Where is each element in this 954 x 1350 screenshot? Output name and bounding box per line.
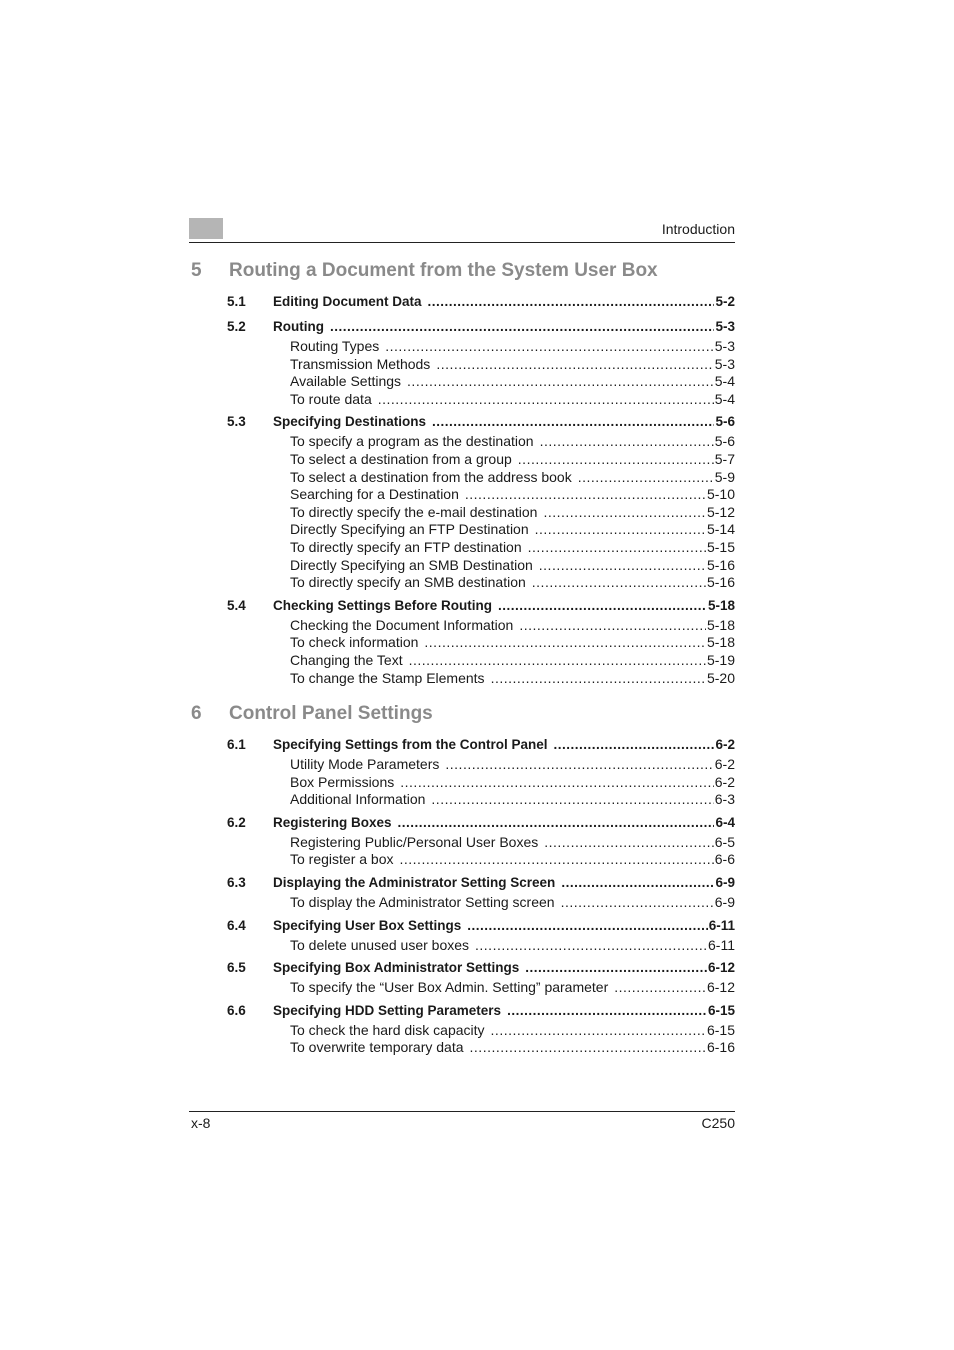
section-number: 5.2 — [227, 319, 246, 334]
section-title: Specifying Destinations — [273, 414, 427, 430]
dot-leader — [378, 391, 714, 407]
section-page: 6-2 — [715, 737, 735, 753]
dot-leader — [543, 504, 706, 520]
dot-leader — [535, 521, 706, 537]
dot-leader — [385, 338, 714, 354]
subentry-page: 6-15 — [706, 1021, 735, 1038]
toc-subentry[interactable] — [189, 979, 735, 997]
section-title: Displaying the Administrator Setting Screen — [273, 875, 556, 891]
subentry-title: To directly specify an SMB destination — [290, 574, 526, 591]
dot-leader — [554, 737, 715, 752]
subentry-title: To check the hard disk capacity — [290, 1021, 485, 1038]
section-page: 6-15 — [707, 1002, 735, 1018]
subentry-title: Directly Specifying an SMB Destination — [290, 556, 533, 573]
section-number: 5.1 — [227, 294, 246, 309]
subentry-page: 6-5 — [714, 833, 735, 850]
section-number: 6.1 — [227, 737, 246, 753]
toc-subentry[interactable] — [189, 774, 735, 792]
section-title: Checking Settings Before Routing — [273, 597, 493, 613]
toc-subentry[interactable] — [189, 894, 735, 912]
page-number: x-8 — [191, 1115, 211, 1131]
dot-leader — [445, 756, 713, 772]
dot-leader — [400, 774, 714, 790]
subentry-title: To select a destination from the address book — [290, 468, 572, 485]
dot-leader — [470, 1039, 706, 1055]
chapter-sections — [189, 294, 735, 687]
subentry-page: 6-11 — [708, 936, 735, 953]
toc-section — [189, 598, 735, 687]
toc-subentry[interactable] — [189, 937, 735, 955]
section-title: Specifying User Box Settings — [273, 917, 462, 933]
toc-subentry[interactable] — [189, 1022, 735, 1040]
dot-leader — [465, 486, 706, 502]
dot-leader — [532, 574, 706, 590]
toc-subentry[interactable] — [189, 539, 735, 557]
dot-leader — [467, 918, 707, 933]
subentry-title: Available Settings — [290, 373, 402, 390]
subentry-title: To change the Stamp Elements — [290, 669, 485, 686]
section-page: 6-12 — [707, 960, 735, 976]
subentry-page: 5-18 — [706, 634, 735, 651]
dot-leader — [491, 1022, 706, 1038]
section-title: Specifying HDD Setting Parameters — [273, 1002, 502, 1018]
subentry-title: To route data — [290, 390, 372, 407]
chapter-number: 6 — [191, 703, 202, 725]
toc-subentry[interactable] — [189, 486, 735, 504]
toc-section — [189, 737, 735, 809]
footer-divider — [189, 1111, 735, 1112]
dot-leader — [436, 356, 713, 372]
dot-leader — [498, 598, 707, 613]
subentry-page: 5-9 — [714, 468, 735, 485]
toc-section-entry[interactable] — [189, 875, 735, 894]
toc-subentry[interactable] — [189, 834, 735, 852]
subentry-title: To check information — [290, 634, 419, 651]
dot-leader — [400, 851, 714, 867]
toc-section-entry[interactable] — [189, 1003, 735, 1022]
toc-section — [189, 294, 735, 313]
toc-section — [189, 319, 735, 408]
dot-leader — [540, 433, 714, 449]
toc-section — [189, 1003, 735, 1057]
section-number: 6.6 — [227, 1002, 246, 1018]
subentry-title: Searching for a Destination — [290, 486, 459, 503]
toc-subentry[interactable] — [189, 373, 735, 391]
toc-section — [189, 960, 735, 997]
subentry-title: Changing the Text — [290, 651, 403, 668]
toc-section-entry[interactable] — [189, 737, 735, 756]
dot-leader — [428, 294, 715, 309]
subentry-page: 5-4 — [714, 373, 735, 390]
toc-subentry[interactable] — [189, 557, 735, 575]
chapter-number: 5 — [191, 260, 202, 281]
subentry-page: 6-2 — [714, 756, 735, 773]
dot-leader — [491, 670, 706, 686]
subentry-title: To overwrite temporary data — [290, 1039, 464, 1056]
subentry-page: 5-16 — [706, 556, 735, 573]
dot-leader — [330, 319, 715, 334]
dot-leader — [528, 539, 706, 555]
subentry-page: 6-3 — [714, 791, 735, 808]
subentry-title: Transmission Methods — [290, 355, 431, 372]
toc-subentry[interactable] — [189, 469, 735, 487]
dot-leader — [507, 1003, 707, 1018]
subentry-title: To register a box — [290, 851, 394, 868]
section-title: Registering Boxes — [273, 814, 392, 830]
subentry-page: 5-3 — [714, 338, 735, 354]
dot-leader — [398, 815, 715, 830]
toc-subentry[interactable] — [189, 451, 735, 469]
toc-subentry[interactable] — [189, 356, 735, 374]
subentry-title: To specify a program as the destination — [290, 433, 534, 450]
subentry-page: 5-18 — [706, 616, 735, 633]
toc-section-entry[interactable] — [189, 598, 735, 617]
section-page: 6-4 — [715, 814, 735, 830]
table-of-contents — [189, 260, 735, 1057]
chapter-title: Control Panel Settings — [229, 703, 433, 725]
dot-leader — [544, 834, 714, 850]
section-number: 5.3 — [227, 414, 246, 430]
subentry-page: 5-4 — [714, 390, 735, 407]
dot-leader — [525, 960, 707, 975]
toc-subentry[interactable] — [189, 433, 735, 451]
dot-leader — [424, 634, 706, 650]
toc-section — [189, 875, 735, 912]
subentry-page: 5-20 — [706, 669, 735, 686]
section-number: 6.2 — [227, 814, 246, 830]
subentry-page: 5-16 — [706, 574, 735, 591]
toc-subentry[interactable] — [189, 851, 735, 869]
section-page: 6-9 — [715, 875, 735, 891]
chapter-spacer — [189, 687, 735, 703]
dot-leader — [539, 557, 706, 573]
header-divider — [189, 242, 735, 243]
section-title: Editing Document Data — [273, 294, 422, 309]
toc-section-entry[interactable] — [189, 294, 735, 313]
chapter-heading[interactable] — [189, 260, 735, 290]
section-title: Specifying Box Administrator Settings — [273, 960, 520, 976]
toc-subentry[interactable] — [189, 617, 735, 635]
subentry-page: 5-3 — [714, 355, 735, 372]
toc-subentry[interactable] — [189, 504, 735, 522]
dot-leader — [561, 894, 714, 910]
toc-section-entry[interactable] — [189, 960, 735, 979]
dot-leader — [409, 652, 706, 668]
subentry-page: 5-7 — [714, 450, 735, 467]
dot-leader — [561, 875, 714, 890]
toc-subentry[interactable] — [189, 338, 735, 356]
toc-subentry[interactable] — [189, 574, 735, 592]
subentry-page: 5-10 — [706, 486, 735, 503]
header-tab-marker — [189, 218, 223, 239]
section-number: 6.3 — [227, 875, 246, 891]
toc-subentry[interactable] — [189, 791, 735, 809]
section-number: 6.4 — [227, 917, 246, 933]
subentry-title: Additional Information — [290, 791, 426, 808]
section-page: 5-18 — [707, 597, 735, 613]
toc-section-entry[interactable] — [189, 815, 735, 834]
toc-section — [189, 815, 735, 869]
toc-subentry[interactable] — [189, 1039, 735, 1057]
subentry-page: 5-6 — [714, 433, 735, 450]
section-page: 5-6 — [715, 414, 735, 430]
toc-section — [189, 918, 735, 955]
dot-leader — [518, 451, 714, 467]
subentry-title: To display the Administrator Setting screen — [290, 894, 555, 911]
dot-leader — [431, 791, 713, 807]
subentry-page: 5-15 — [706, 538, 735, 555]
section-number: 5.4 — [227, 597, 246, 613]
subentry-title: Routing Types — [290, 338, 380, 354]
section-title: Routing — [273, 319, 324, 334]
section-page: 6-11 — [708, 917, 735, 933]
dot-leader — [407, 373, 714, 389]
chapter-heading[interactable] — [189, 703, 735, 733]
chapter-sections — [189, 737, 735, 1057]
subentry-page: 6-6 — [714, 851, 735, 868]
subentry-title: To directly specify the e-mail destination — [290, 503, 538, 520]
toc-subentry[interactable] — [189, 670, 735, 688]
toc-subentry[interactable] — [189, 756, 735, 774]
subentry-page: 6-16 — [706, 1039, 735, 1056]
running-header-title: Introduction — [661, 221, 735, 237]
subentry-title: Box Permissions — [290, 773, 395, 790]
toc-subentry[interactable] — [189, 634, 735, 652]
toc-subentry[interactable] — [189, 652, 735, 670]
subentry-title: Checking the Document Information — [290, 616, 514, 633]
subentry-page: 5-12 — [706, 503, 735, 520]
model-name: C250 — [701, 1115, 735, 1131]
section-number: 6.5 — [227, 960, 246, 976]
toc-section — [189, 414, 735, 591]
toc-subentry[interactable] — [189, 521, 735, 539]
subentry-title: To delete unused user boxes — [290, 936, 470, 953]
chapter-title: Routing a Document from the System User Box — [229, 260, 658, 281]
subentry-page: 6-9 — [714, 894, 735, 911]
section-page: 5-3 — [715, 319, 735, 334]
toc-section-entry[interactable] — [189, 319, 735, 338]
subentry-title: To select a destination from a group — [290, 450, 512, 467]
subentry-page: 5-19 — [706, 651, 735, 668]
toc-section-entry[interactable] — [189, 414, 735, 433]
dot-leader — [432, 414, 714, 429]
section-title: Specifying Settings from the Control Panel — [273, 737, 548, 753]
section-page: 5-2 — [715, 294, 735, 309]
dot-leader — [614, 979, 706, 995]
subentry-page: 5-14 — [706, 521, 735, 538]
subentry-title: Registering Public/Personal User Boxes — [290, 833, 539, 850]
subentry-title: Utility Mode Parameters — [290, 756, 440, 773]
dot-leader — [578, 469, 714, 485]
subentry-title: Directly Specifying an FTP Destination — [290, 521, 529, 538]
subentry-title: To specify the “User Box Admin. Setting” parameter — [290, 979, 609, 996]
toc-subentry[interactable] — [189, 391, 735, 409]
toc-section-entry[interactable] — [189, 918, 735, 937]
dot-leader — [475, 937, 707, 953]
subentry-page: 6-12 — [706, 979, 735, 996]
subentry-page: 6-2 — [714, 773, 735, 790]
subentry-title: To directly specify an FTP destination — [290, 538, 522, 555]
dot-leader — [519, 617, 706, 633]
